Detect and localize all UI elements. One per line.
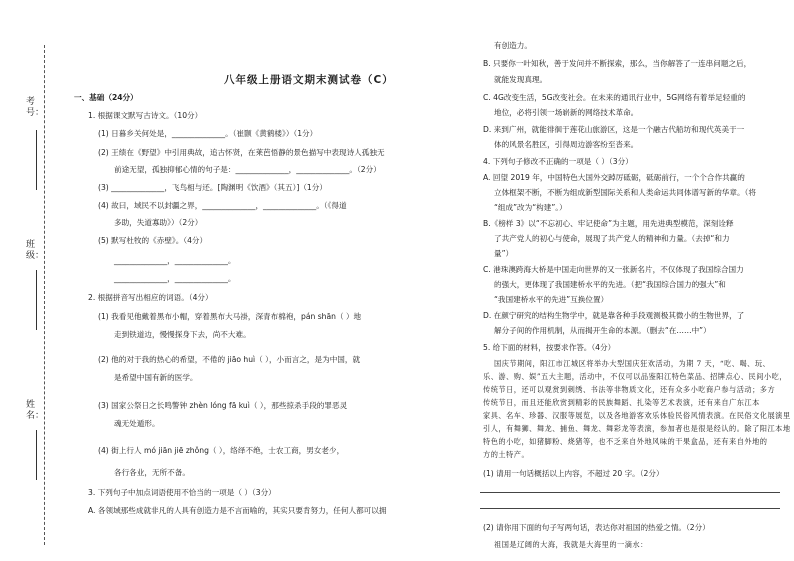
question-3-option-b: B. 只要你一叶知秋，善于发问并不断探索，那么，当你解答了一连串问题之后， <box>483 59 752 68</box>
question-5-2: (2) 请你用下面的句子写两句话，表达你对祖国的热爱之情。（2分） <box>483 523 710 532</box>
question-2-3-cont: 魂无处遁形。 <box>114 419 160 428</box>
passage-line: 方的土特产。 <box>483 450 530 459</box>
question-4: 4. 下列句子修改不正确的一项是（ ）（3分） <box>483 157 633 166</box>
question-1-2-cont: 前途无望，孤独抑郁心情的句子是：______________，______________。（2分） <box>114 165 381 174</box>
question-4-option-d: D. 在颜宁研究的结构生物学中，就是靠各种手段观测极其微小的生物世界，了 <box>483 311 745 320</box>
class-field[interactable] <box>36 270 37 330</box>
option-b-cont: 量”） <box>494 249 514 258</box>
passage-line: 乐、游、购、娱”五大主题，活动中，不仅可以品鉴阳江特色菜品、招牌点心、民间小吃， <box>483 372 787 381</box>
name-field[interactable] <box>36 430 37 480</box>
question-3: 3. 下列句子中加点词语使用不恰当的一项是（ ）（3分） <box>88 488 276 497</box>
option-c-cont: “我国建桥水平的先进”互换位置） <box>494 295 609 304</box>
passage-line: 传统节日，而且还能欣赏到精彩的民族舞蹈、扎染等艺术表演，还有来自广东江本 <box>483 398 760 407</box>
answer-line[interactable] <box>480 508 780 509</box>
answer-blank-line[interactable]: ______________，______________。 <box>114 274 236 283</box>
passage-line: 传统节日，还可以观赏到刺绣、书法等非物质文化，还有众多小吃商户参与活动；多方 <box>483 385 776 394</box>
question-2-2-cont: 是希望中国有新的医学。 <box>114 373 198 382</box>
question-1-2: (2) 王绩在《野望》中引用典故，追古怀贤，在莱芭悟静的景色描写中表现诗人孤独无 <box>98 148 385 157</box>
option-b-cont: 了共产党人的初心与使命，展现了共产党人的精神和力量。（去掉“和力 <box>494 234 730 243</box>
question-2: 2. 根据拼音写出相应的词语。（4分） <box>88 293 213 302</box>
option-d-cont: 体的风景名胜区，引得周边游客纷至沓来。 <box>494 140 639 149</box>
question-1-3: (3) ______________，飞鸟相与还。[陶渊明《饮酒》（其五）]（1分） <box>98 183 327 192</box>
question-1-5: (5) 默写杜牧的《赤壁》。（4分） <box>98 236 208 245</box>
question-3-option-a: A. 各领域那些成就非凡的人具有创造力是不言而喻的，其实只要肯努力，任何人都可以拥 <box>88 506 387 515</box>
question-2-1: (1) 我看见他戴着黑布小帽，穿着黑布大马褂，深青布棉袍，pán shān（ ）地 <box>98 312 362 321</box>
example-sentence: 祖国是辽阔的大海，我就是大海里的一滴水： <box>494 540 648 549</box>
question-2-4: (4) 街上行人 mó jiān jiē zhǒng（ ），络绎不绝，士农工商，男女老少， <box>98 446 345 455</box>
binding-margin <box>0 0 62 561</box>
question-1-4: (4) 故曰，域民不以封疆之界，______________，______________。（《得道 <box>98 201 347 210</box>
class-label: 班级： <box>26 240 45 261</box>
option-b-cont: 就能发现真理。 <box>494 75 548 84</box>
passage-line: 引人，有舞狮、舞龙、捕鱼、舞龙、舞彩龙等表演，参加者也是很是经认的。除了阳江本地 <box>483 424 791 433</box>
exam-number-field[interactable] <box>36 130 37 190</box>
question-2-4-cont: 各行各业，无所不备。 <box>114 468 190 477</box>
question-1-4-cont: 多助，失道寡助》）（2分） <box>114 218 203 227</box>
question-3-option-d: D. 来到广州，就能徘徊于莲花山旅游区，这是一个融古代船坊和现代英美于一 <box>483 125 745 134</box>
option-a-cont: 立体框架不断，不断为组成新型国际关系和人类命运共同体谱写新的华章。（将 <box>494 188 756 197</box>
question-2-2: (2) 他的对于我的热心的希望，不倦的 jiāo huì（ ），小而言之，是为中国，就 <box>98 355 361 364</box>
question-4-option-b: B.《榜样 3》以“不忘初心、牢记使命”为主题，用先进典型模范，深刻诠释 <box>483 219 734 228</box>
option-c-cont: 地位，必将引领一场崭新的网络技术革命。 <box>494 108 639 117</box>
question-3-option-c: C. 4G改变生活，5G改变社会。在未来的通讯行业中，5G网络有着举足轻重的 <box>483 93 746 102</box>
question-4-option-c: C. 港珠澳跨海大桥是中国走向世界的又一张新名片，不仅体现了我国综合国力 <box>483 265 744 274</box>
question-1-1: (1) 日暮乡关何处是，______________。（崔颢《黄鹤楼》）（1分） <box>98 129 318 138</box>
cut-line <box>44 45 45 545</box>
option-a-cont: “组成”改为“构建”。） <box>494 203 567 212</box>
question-1: 1. 根据课文默写古诗文。（10分） <box>88 111 203 120</box>
section-heading: 一、基础（24分） <box>74 93 138 102</box>
passage-line: 特色的小吃，如猪脚粉、烧猪等，也不乏来自外地风味的干果盒品，还有来自外地的 <box>483 437 768 446</box>
answer-blank-line[interactable]: ______________，______________。 <box>114 256 236 265</box>
passage-line: 家具、名车、珍器、汉服等展览，以及各地游客欢乐体验民俗风情表演。在民俗文化展演里 <box>483 411 791 420</box>
question-2-3: (3) 国家公祭日之长鸣警钟 zhèn lóng fā kuì（ ），那些掠杀手段的罪恶灵 <box>98 401 348 410</box>
option-d-cont: 解分子间的作用机制，从而揭开生命的本源。（删去“在……中”） <box>494 326 711 335</box>
name-label: 姓名： <box>26 400 45 421</box>
question-4-option-a: A. 回望 2019 年，中国特色大国外交踔厉砥砺，砥砺前行，一个个合作共赢的 <box>483 173 745 182</box>
question-2-1-cont: 走到铁道边，慢慢探身下去，尚不大难。 <box>114 330 251 339</box>
answer-line[interactable] <box>480 492 780 493</box>
option-a-cont: 有创造力。 <box>494 41 532 50</box>
page-title: 八年级上册语文期末测试卷（C） <box>224 74 394 86</box>
option-c-cont: 的强大，更体现了我国建桥水平的先进。（把“我国综合国力的强大”和 <box>494 280 726 289</box>
question-5: 5. 给下面的材料，按要求作答。（4分） <box>483 343 616 352</box>
exam-number-label: 考号： <box>26 97 45 118</box>
question-5-1: (1) 请用一句话概括以上内容，不超过 20 字。（2分） <box>483 469 664 478</box>
passage-line: 国庆节期间，阳江市江城区将举办大型国庆狂欢活动，为期 7 天，“吃、喝、玩、 <box>494 359 771 368</box>
